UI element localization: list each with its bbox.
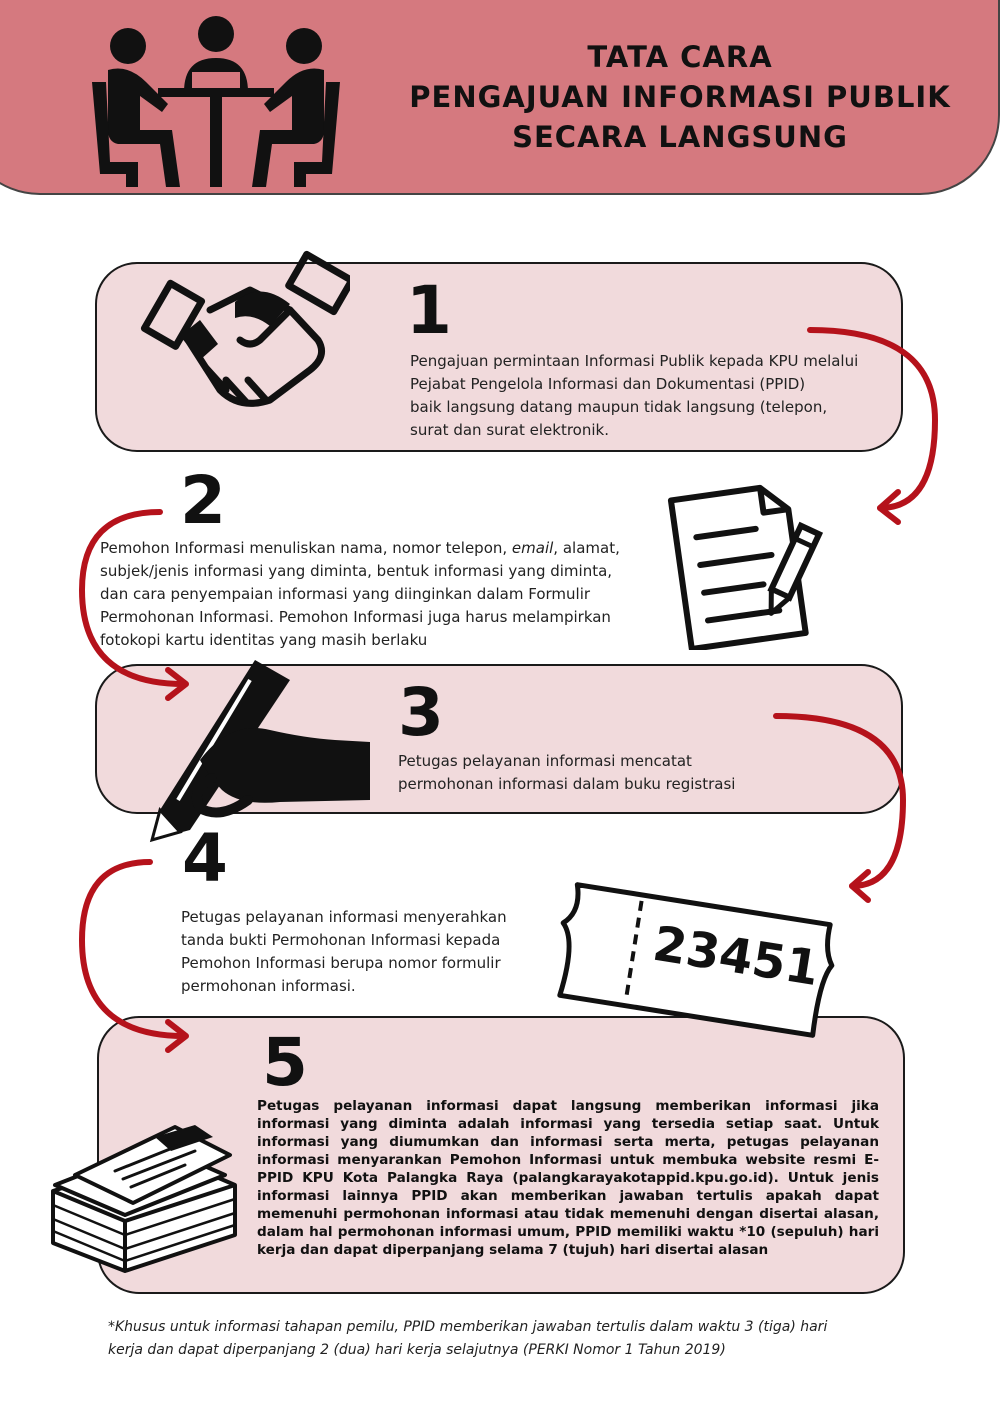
step-2-text: Pemohon Informasi menuliskan nama, nomor telepon, email, alamat, subjek/jenis informasi yang diminta, bentuk informasi yang diminta, dan cara penyempaian informasi yang diinginkan dalam Formulir Permohonan Informasi. Pemohon Informasi juga harus melampirkan fotokopi kartu identitas yang masih berlaku (100, 539, 620, 649)
ticket-number: 23451 (649, 915, 823, 998)
step-3-text: Petugas pelayanan informasi mencatat permohonan informasi dalam buku registrasi (398, 752, 736, 793)
header-title-line-1: TATA CARA (587, 40, 773, 74)
header-title-line-2: PENGAJUAN INFORMASI PUBLIK (409, 80, 951, 114)
handshake-icon (140, 240, 350, 440)
header-title-line-3: SECARA LANGSUNG (512, 120, 848, 154)
footnote: *Khusus untuk informasi tahapan pemilu, PPID memberikan jawaban tertulis dalam waktu 3 (tiga) hari kerja dan dapat diperpanjang 2 (dua) hari kerja selajutnya (PERKI Nomor 1 Tahun 2019) (108, 1319, 828, 1358)
arrow-4-to-5 (82, 862, 184, 1036)
step-5-text: Petugas pelayanan informasi dapat langsung memberikan informasi jika informasi yang diminta adalah informasi yang tersedia setiap saat. Untuk informasi yang diumumkan dan informasi serta merta, petugas pelayanan informasi menyarankan Pemohon Informasi untuk membuka website resmi E-PPID KPU Kota Palangka Raya (palangkarayakotappid.kpu.go.id). Untuk jenis informasi lainnya PPID akan memberikan jawaban tertulis apakah dapat memenuhi permohonan informasi atau tidak memenuhi dengan disertai alasan, dalam hal permohonan informasi umum, PPID memiliki waktu *10 (sepuluh) hari kerja dan dapat diperpanjang selama 7 (tujuh) hari disertai alasan (257, 1098, 879, 1258)
step-4-text: Petugas pelayanan informasi menyerahkan tanda bukti Permohonan Informasi kepada Pemohon Informasi berupa nomor formulir permohonan informasi. (181, 908, 507, 995)
step-5-number: 5 (262, 1024, 308, 1101)
document-pen-icon (660, 470, 840, 650)
step-2-number: 2 (180, 462, 226, 539)
arrow-3-to-4 (776, 716, 903, 886)
step-3-number: 3 (398, 674, 444, 751)
step-1-text: Pengajuan permintaan Informasi Publik kepada KPU melalui Pejabat Pengelola Informasi dan Dokumentasi (PPID) baik langsung datang maupun tidak langsung (telepon, surat dan surat elektronik. (410, 352, 859, 439)
step-4-number: 4 (182, 820, 228, 897)
paper-stack-icon (45, 1115, 245, 1275)
hand-writing-icon (130, 650, 390, 850)
step-1-number: 1 (406, 272, 452, 349)
